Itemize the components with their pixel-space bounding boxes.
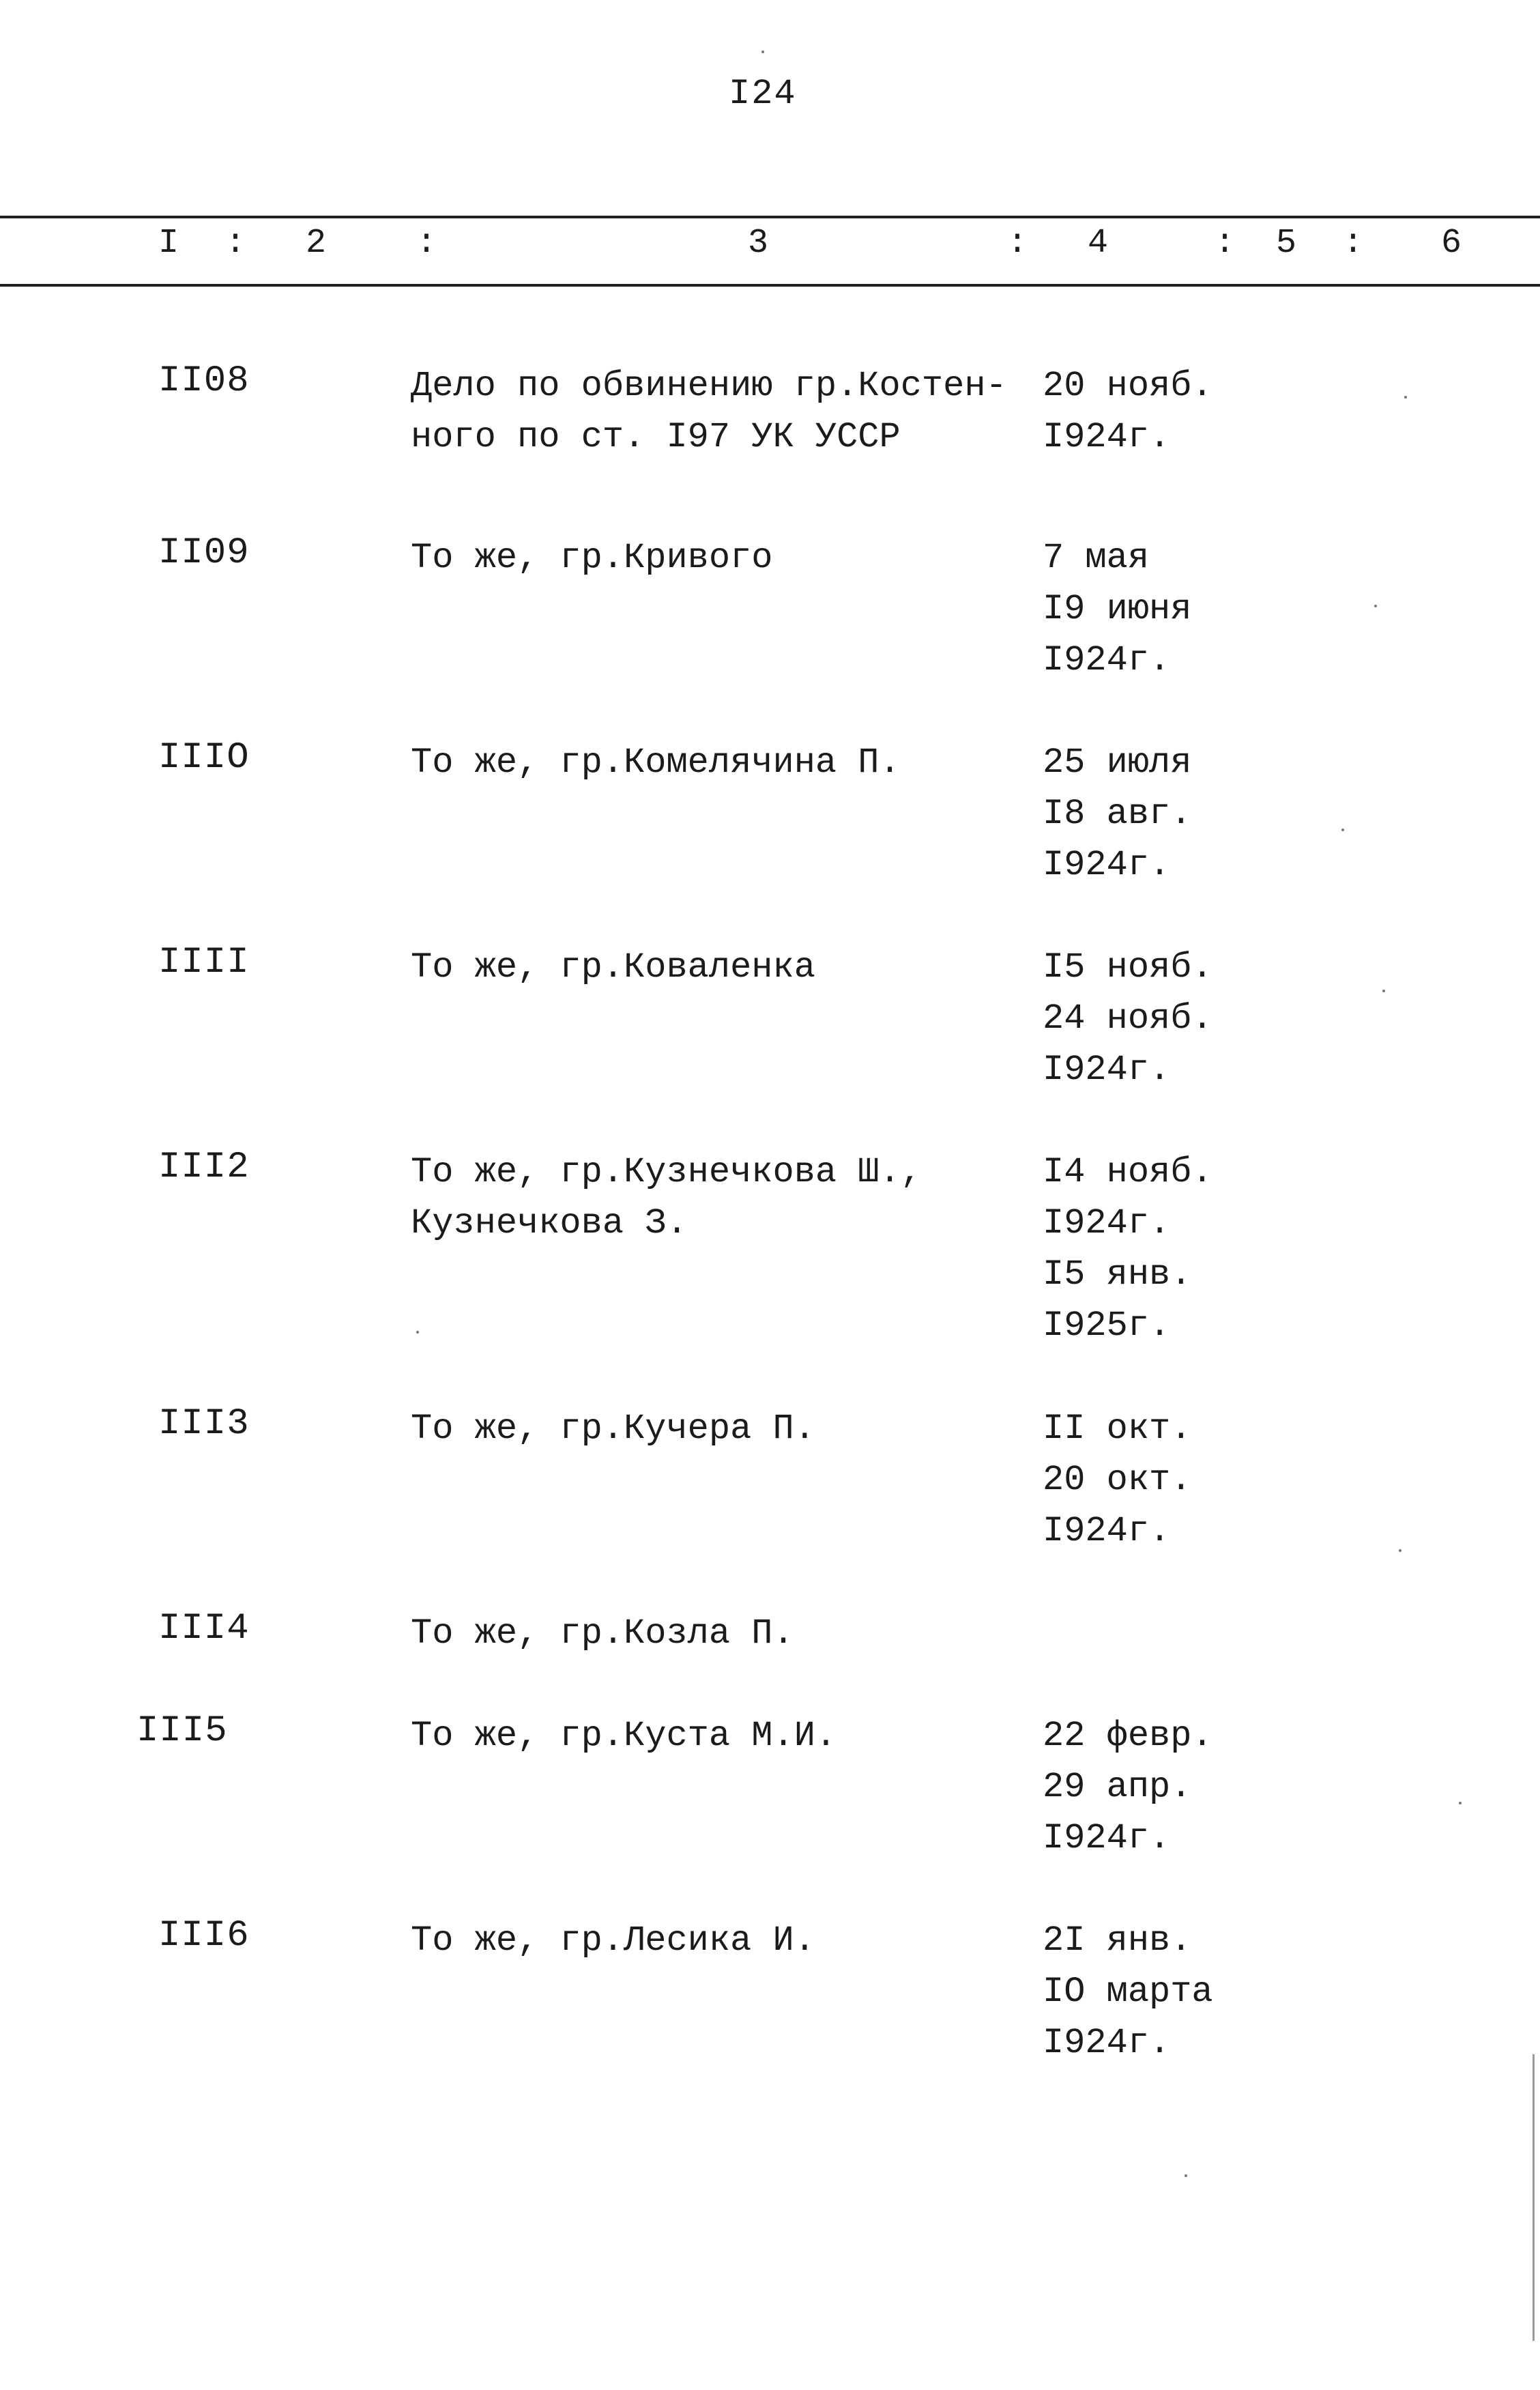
column-header-2: 2 <box>306 224 327 263</box>
entry-date-line: 20 окт. <box>1043 1460 1192 1500</box>
scan-speck <box>1459 1802 1462 1804</box>
column-header-4: 4 <box>1088 224 1109 263</box>
column-header-separator: : <box>225 224 246 263</box>
entry-dates <box>1043 737 1191 891</box>
entry-number: II08 <box>158 360 250 402</box>
entry-date-line: 29 апр. <box>1043 1767 1192 1807</box>
column-header-3: 3 <box>748 224 769 263</box>
entry-title-line: То же, гр.Коваленка <box>411 947 815 988</box>
entry-title-line: То же, гр.Куста М.И. <box>411 1716 837 1756</box>
entry-date-line: I9 июня <box>1043 589 1192 629</box>
column-header-separator: : <box>416 224 437 263</box>
entry-number: III2 <box>158 1147 250 1188</box>
entry-title <box>411 1147 1011 1249</box>
entry-dates <box>1043 1710 1213 1864</box>
column-header-separator: : <box>1007 224 1028 263</box>
scan-speck <box>1341 829 1344 831</box>
column-header-6: 6 <box>1441 224 1462 263</box>
entry-dates <box>1043 1147 1213 1351</box>
entry-date-line: I924г. <box>1043 1818 1171 1858</box>
entry-number: II09 <box>158 532 250 574</box>
scan-speck <box>761 51 764 53</box>
scan-speck <box>1185 2174 1187 2177</box>
entry-dates <box>1043 942 1213 1095</box>
entry-date-line: 24 нояб. <box>1043 998 1213 1039</box>
scan-speck <box>1382 990 1385 992</box>
entry-date-line: I924г. <box>1043 2023 1171 2063</box>
entry-date-line: IO марта <box>1043 1972 1213 2012</box>
entry-number: III5 <box>136 1710 228 1752</box>
entry-date-line: I924г. <box>1043 845 1171 885</box>
entry-number: IIIO <box>158 737 250 779</box>
entry-date-line: I925г. <box>1043 1306 1171 1346</box>
entry-date-line: I924г. <box>1043 1050 1171 1090</box>
entry-title <box>411 942 1011 993</box>
scan-speck <box>1404 396 1407 399</box>
entry-title <box>411 737 1011 788</box>
column-header-1: I <box>158 224 179 263</box>
column-header-separator: : <box>1343 224 1364 263</box>
entry-date-line: 7 мая <box>1043 538 1150 578</box>
entry-title-line: То же, гр.Козла П. <box>411 1613 794 1654</box>
entry-title <box>411 1710 1011 1761</box>
entry-title <box>411 1403 1011 1454</box>
entry-title <box>411 1608 1011 1659</box>
scan-speck <box>1399 1549 1401 1552</box>
entry-title-line: Дело по обвинению гр.Костен- <box>411 366 1007 406</box>
entry-date-line: 20 нояб. <box>1043 366 1213 406</box>
entry-date-line: 22 февр. <box>1043 1716 1213 1756</box>
entry-number: III4 <box>158 1608 250 1650</box>
entry-date-line: I924г. <box>1043 640 1171 680</box>
entry-title <box>411 1915 1011 1966</box>
entry-date-line: I924г. <box>1043 417 1171 457</box>
entry-title-line: То же, гр.Лесика И. <box>411 1920 815 1961</box>
entry-title-line: То же, гр.Комелячина П. <box>411 743 901 783</box>
scan-speck <box>416 1331 419 1334</box>
entry-title-line: ного по ст. I97 УК УССР <box>411 417 901 457</box>
entry-date-line: 25 июля <box>1043 743 1192 783</box>
entry-date-line: I8 авг. <box>1043 794 1192 834</box>
entry-dates <box>1043 360 1213 463</box>
entry-number: III6 <box>158 1915 250 1957</box>
entry-dates <box>1043 532 1191 686</box>
entry-title-line: То же, гр.Кучера П. <box>411 1409 815 1449</box>
entry-title <box>411 532 1011 584</box>
entry-date-line: I924г. <box>1043 1511 1171 1551</box>
entry-date-line: I4 нояб. <box>1043 1152 1213 1192</box>
entry-title-line: То же, гр.Кривого <box>411 538 773 578</box>
entry-title-line: Кузнечкова З. <box>411 1203 688 1243</box>
entry-dates <box>1043 1403 1191 1557</box>
entry-date-line: II окт. <box>1043 1409 1192 1449</box>
column-header-separator: : <box>1215 224 1236 263</box>
entry-title-line: То же, гр.Кузнечкова Ш., <box>411 1152 922 1192</box>
entry-date-line: I5 янв. <box>1043 1254 1192 1295</box>
entry-number: IIII <box>158 942 250 983</box>
scan-speck <box>1374 605 1377 607</box>
entry-date-line: I5 нояб. <box>1043 947 1213 988</box>
entry-title <box>411 360 1011 463</box>
entry-date-line: 2I янв. <box>1043 1920 1192 1961</box>
page-number: I24 <box>729 74 797 114</box>
entry-date-line: I924г. <box>1043 1203 1171 1243</box>
scan-edge-line <box>1532 2054 1535 2341</box>
entry-dates <box>1043 1915 1213 2069</box>
column-header-5: 5 <box>1276 224 1297 263</box>
entry-number: III3 <box>158 1403 250 1445</box>
